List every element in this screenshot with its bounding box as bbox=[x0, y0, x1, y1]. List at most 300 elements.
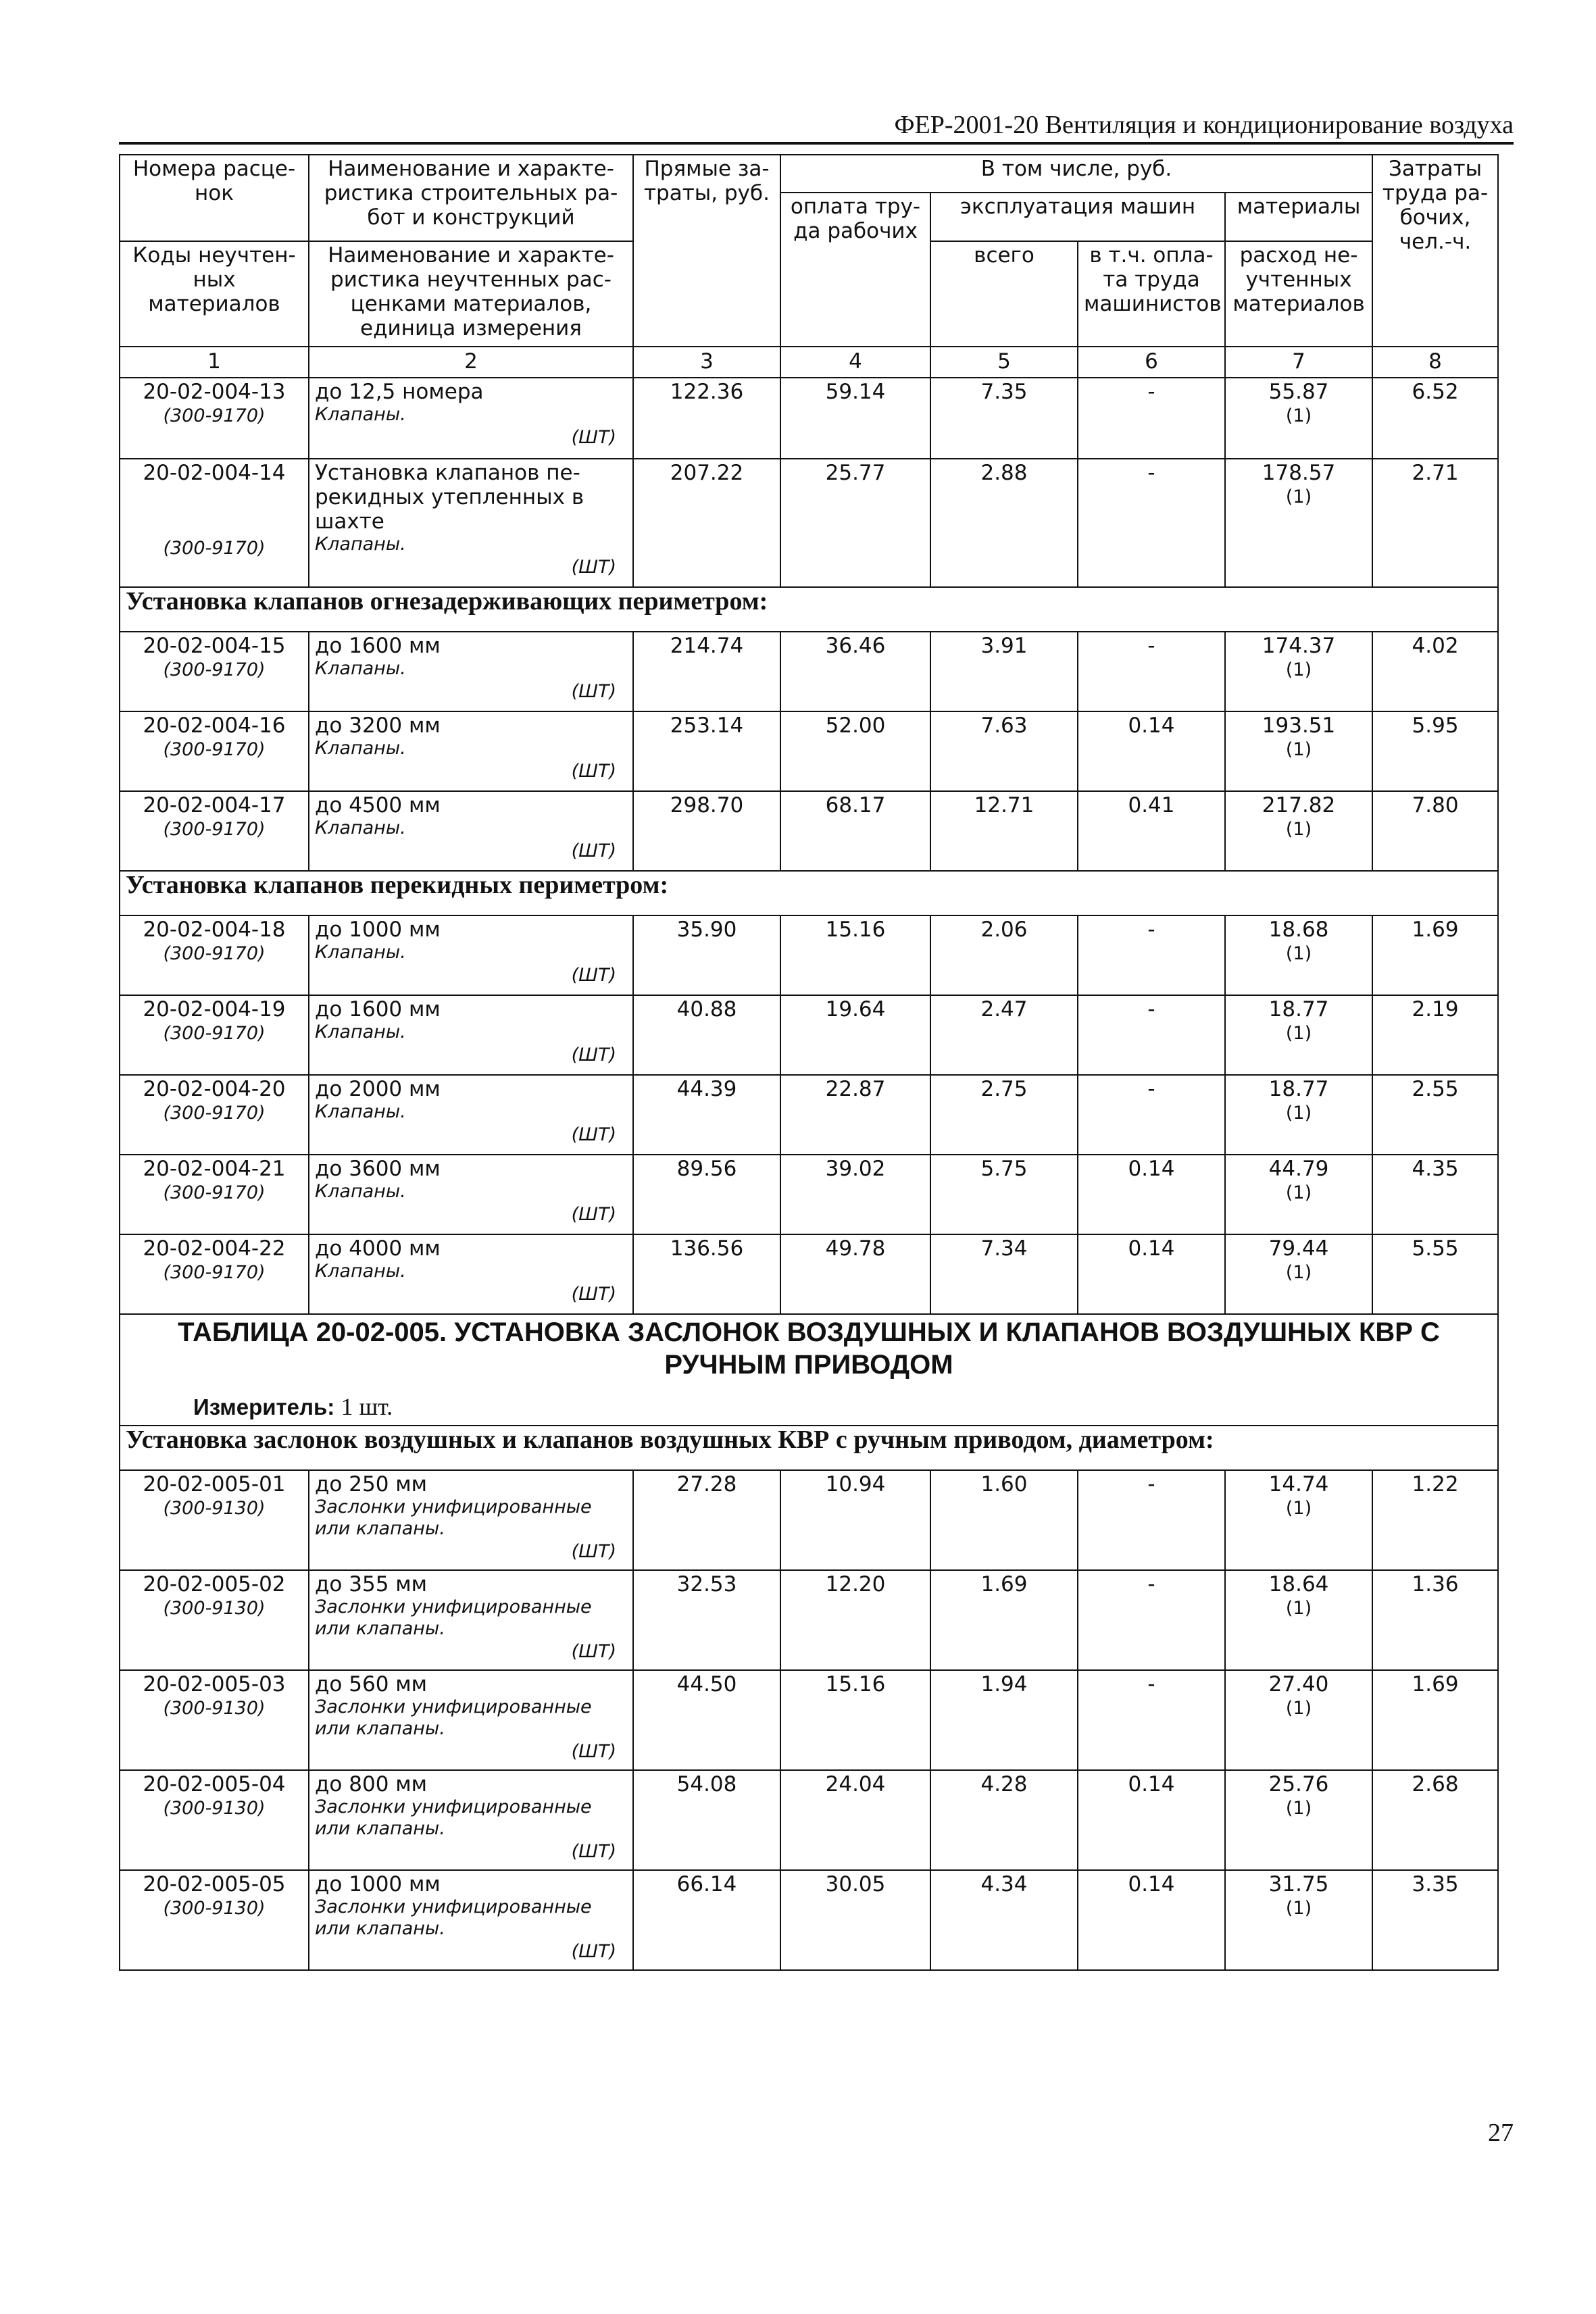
material-consumption: 55.87 bbox=[1268, 380, 1329, 404]
labor-pay-cell bbox=[780, 995, 930, 1075]
rate-code-cell bbox=[120, 1470, 309, 1570]
work-name: до 1600 мм bbox=[315, 997, 441, 1022]
machines-total-cell bbox=[930, 711, 1078, 791]
labor-hours-cell bbox=[1372, 1570, 1498, 1670]
machines-total: 7.34 bbox=[980, 1236, 1028, 1261]
material-code: (300-9130) bbox=[163, 1798, 266, 1819]
table-row bbox=[120, 378, 1498, 459]
machines-total-cell bbox=[930, 1470, 1078, 1570]
machinist-pay-cell bbox=[1078, 459, 1225, 587]
material-name: Клапаны. bbox=[315, 1022, 406, 1042]
material-ref: (1) bbox=[1285, 819, 1312, 840]
direct-cost-cell bbox=[633, 995, 780, 1075]
measure-line bbox=[126, 1390, 1492, 1424]
material-name: Заслонки унифицированные или клапаны. bbox=[315, 1896, 592, 1939]
col4-header: оплата тру-да рабочих bbox=[780, 193, 930, 347]
labor-pay-cell bbox=[780, 915, 930, 995]
rate-code-cell bbox=[120, 711, 309, 791]
work-name: до 2000 мм bbox=[315, 1077, 441, 1101]
rate-code-cell bbox=[120, 1155, 309, 1234]
measure-label: Измеритель: bbox=[193, 1394, 335, 1419]
direct-cost: 89.56 bbox=[676, 1157, 737, 1181]
machines-total-cell bbox=[930, 1234, 1078, 1314]
material-consumption-cell bbox=[1225, 1870, 1372, 1970]
labor-pay: 24.04 bbox=[825, 1772, 886, 1796]
direct-cost: 207.22 bbox=[670, 461, 744, 485]
work-name: до 800 мм bbox=[315, 1772, 428, 1796]
machinist-pay-cell bbox=[1078, 1670, 1225, 1770]
material-code: (300-9170) bbox=[163, 1182, 266, 1203]
work-name-cell bbox=[309, 1770, 633, 1870]
labor-pay: 52.00 bbox=[825, 713, 886, 738]
labor-hours: 5.95 bbox=[1412, 713, 1459, 738]
rate-code: 20-02-004-15 bbox=[143, 634, 286, 658]
machines-total-cell bbox=[930, 378, 1078, 459]
machinist-pay-cell bbox=[1078, 1075, 1225, 1155]
unit-label: (ШТ) bbox=[571, 965, 616, 986]
labor-pay: 22.87 bbox=[825, 1077, 886, 1101]
machines-total-cell bbox=[930, 1155, 1078, 1234]
work-name: до 4500 мм bbox=[315, 793, 441, 818]
col5-header: всего bbox=[930, 241, 1078, 347]
material-code: (300-9130) bbox=[163, 1498, 266, 1519]
column-number: 7 bbox=[1225, 347, 1372, 378]
material-consumption: 27.40 bbox=[1268, 1672, 1329, 1696]
unit-label: (ШТ) bbox=[571, 1641, 616, 1662]
table-row bbox=[120, 791, 1498, 871]
machinist-pay: - bbox=[1147, 634, 1155, 658]
material-name: Клапаны. bbox=[315, 818, 406, 838]
direct-cost: 298.70 bbox=[670, 793, 744, 818]
material-name: Клапаны. bbox=[315, 1101, 406, 1122]
machines-total: 4.28 bbox=[980, 1772, 1028, 1796]
machinist-pay-cell bbox=[1078, 632, 1225, 711]
rate-code-cell bbox=[120, 459, 309, 587]
direct-cost-cell bbox=[633, 632, 780, 711]
work-name-cell bbox=[309, 791, 633, 871]
work-name: до 3200 мм bbox=[315, 713, 441, 738]
material-ref: (1) bbox=[1285, 1262, 1312, 1283]
material-code: (300-9170) bbox=[163, 538, 266, 559]
machines-total: 12.71 bbox=[974, 793, 1034, 818]
header-rule bbox=[119, 142, 1514, 145]
material-ref: (1) bbox=[1285, 1598, 1312, 1619]
machines-header: эксплуатация машин bbox=[930, 193, 1225, 241]
work-name: до 355 мм bbox=[315, 1572, 428, 1596]
table-row bbox=[120, 1075, 1498, 1155]
work-name-cell bbox=[309, 632, 633, 711]
machinist-pay: 0.14 bbox=[1128, 713, 1175, 738]
material-consumption-cell bbox=[1225, 711, 1372, 791]
table-title-row bbox=[120, 1314, 1498, 1426]
material-code: (300-9170) bbox=[163, 1103, 266, 1124]
machines-total-cell bbox=[930, 791, 1078, 871]
rate-code: 20-02-005-02 bbox=[143, 1572, 286, 1596]
direct-cost: 44.39 bbox=[676, 1077, 737, 1101]
rate-code: 20-02-004-19 bbox=[143, 997, 286, 1022]
unit-label: (ШТ) bbox=[571, 761, 616, 782]
labor-pay-cell bbox=[780, 1670, 930, 1770]
labor-pay: 12.20 bbox=[825, 1572, 886, 1596]
material-name: Заслонки унифицированные или клапаны. bbox=[315, 1796, 592, 1839]
material-name: Заслонки унифицированные или клапаны. bbox=[315, 1596, 592, 1639]
machinist-pay: - bbox=[1147, 997, 1155, 1022]
labor-pay-cell bbox=[780, 632, 930, 711]
material-ref: (1) bbox=[1285, 659, 1312, 680]
machines-total: 7.63 bbox=[980, 713, 1028, 738]
machines-total: 2.75 bbox=[980, 1077, 1028, 1101]
rate-code-cell bbox=[120, 1670, 309, 1770]
labor-pay: 15.16 bbox=[825, 1672, 886, 1696]
direct-cost-cell bbox=[633, 1470, 780, 1570]
direct-cost-cell bbox=[633, 1234, 780, 1314]
material-code: (300-9170) bbox=[163, 943, 266, 964]
labor-pay-cell bbox=[780, 1870, 930, 1970]
material-ref: (1) bbox=[1285, 1023, 1312, 1044]
material-consumption: 193.51 bbox=[1262, 713, 1336, 738]
rate-code: 20-02-005-05 bbox=[143, 1872, 286, 1896]
direct-cost-cell bbox=[633, 1570, 780, 1670]
rate-code-cell bbox=[120, 1870, 309, 1970]
labor-pay-cell bbox=[780, 791, 930, 871]
labor-hours: 4.35 bbox=[1412, 1157, 1459, 1181]
machinist-pay-cell bbox=[1078, 915, 1225, 995]
labor-hours-cell bbox=[1372, 791, 1498, 871]
machinist-pay: - bbox=[1147, 1077, 1155, 1101]
labor-hours: 1.22 bbox=[1412, 1472, 1459, 1496]
material-code: (300-9170) bbox=[163, 1023, 266, 1044]
material-name: Заслонки унифицированные или клапаны. bbox=[315, 1696, 592, 1739]
unit-label: (ШТ) bbox=[571, 1941, 616, 1962]
machines-total: 3.91 bbox=[980, 634, 1028, 658]
rate-code: 20-02-004-13 bbox=[143, 380, 286, 404]
material-name: Заслонки унифицированные или клапаны. bbox=[315, 1496, 592, 1539]
measure-value: 1 шт. bbox=[341, 1393, 393, 1420]
labor-hours: 6.52 bbox=[1412, 380, 1459, 404]
column-number: 1 bbox=[120, 347, 309, 378]
table-row bbox=[120, 632, 1498, 711]
machinist-pay: - bbox=[1147, 461, 1155, 485]
labor-pay: 39.02 bbox=[825, 1157, 886, 1181]
unit-label: (ШТ) bbox=[571, 427, 616, 448]
direct-cost-cell bbox=[633, 1770, 780, 1870]
machinist-pay: - bbox=[1147, 1572, 1155, 1596]
labor-hours-cell bbox=[1372, 378, 1498, 459]
col8-header: Затраты труда ра-бочих, чел.-ч. bbox=[1372, 155, 1498, 347]
materials-header: материалы bbox=[1225, 193, 1372, 241]
column-number: 8 bbox=[1372, 347, 1498, 378]
machinist-pay-cell bbox=[1078, 378, 1225, 459]
work-name-cell bbox=[309, 1155, 633, 1234]
machinist-pay: - bbox=[1147, 917, 1155, 942]
material-name: Клапаны. bbox=[315, 534, 406, 555]
material-consumption: 18.68 bbox=[1268, 917, 1329, 942]
work-name-cell bbox=[309, 1075, 633, 1155]
direct-cost-cell bbox=[633, 915, 780, 995]
rate-code: 20-02-004-22 bbox=[143, 1236, 286, 1261]
unit-label: (ШТ) bbox=[571, 840, 616, 861]
rate-code-cell bbox=[120, 1770, 309, 1870]
machinist-pay-cell bbox=[1078, 1870, 1225, 1970]
included-header: В том числе, руб. bbox=[780, 155, 1372, 193]
labor-hours-cell bbox=[1372, 995, 1498, 1075]
labor-hours-cell bbox=[1372, 459, 1498, 587]
table-row bbox=[120, 1870, 1498, 1970]
labor-hours: 3.35 bbox=[1412, 1872, 1459, 1896]
machines-total: 2.47 bbox=[980, 997, 1028, 1022]
unit-label: (ШТ) bbox=[571, 1204, 616, 1225]
material-consumption: 79.44 bbox=[1268, 1236, 1329, 1261]
direct-cost: 44.50 bbox=[676, 1672, 737, 1696]
material-ref: (1) bbox=[1285, 943, 1312, 964]
labor-pay-cell bbox=[780, 1155, 930, 1234]
table-row bbox=[120, 711, 1498, 791]
labor-pay-cell bbox=[780, 459, 930, 587]
labor-pay-cell bbox=[780, 1770, 930, 1870]
material-code: (300-9170) bbox=[163, 405, 266, 426]
rate-code-cell bbox=[120, 995, 309, 1075]
table-row bbox=[120, 1470, 1498, 1570]
machinist-pay-cell bbox=[1078, 711, 1225, 791]
material-ref: (1) bbox=[1285, 1698, 1312, 1719]
work-name-cell bbox=[309, 1234, 633, 1314]
direct-cost-cell bbox=[633, 1155, 780, 1234]
work-name: до 12,5 номера bbox=[315, 380, 484, 404]
table-row bbox=[120, 995, 1498, 1075]
material-code: (300-9170) bbox=[163, 1262, 266, 1283]
rate-code: 20-02-005-01 bbox=[143, 1472, 286, 1496]
work-name-cell bbox=[309, 1570, 633, 1670]
machinist-pay-cell bbox=[1078, 1470, 1225, 1570]
rate-code-cell bbox=[120, 791, 309, 871]
machines-total: 1.69 bbox=[980, 1572, 1028, 1596]
material-code: (300-9170) bbox=[163, 819, 266, 840]
machinist-pay: 0.14 bbox=[1128, 1872, 1175, 1896]
direct-cost-cell bbox=[633, 711, 780, 791]
material-code: (300-9170) bbox=[163, 739, 266, 760]
unit-label: (ШТ) bbox=[571, 1045, 616, 1065]
table-row bbox=[120, 1155, 1498, 1234]
material-consumption-cell bbox=[1225, 378, 1372, 459]
table-title-cell bbox=[120, 1314, 1498, 1426]
work-name: до 4000 мм bbox=[315, 1236, 441, 1261]
table-row bbox=[120, 915, 1498, 995]
machines-total: 2.06 bbox=[980, 917, 1028, 942]
col7-header: расход не-учтенных материалов bbox=[1225, 241, 1372, 347]
labor-hours-cell bbox=[1372, 1870, 1498, 1970]
column-number: 5 bbox=[930, 347, 1078, 378]
material-name: Клапаны. bbox=[315, 942, 406, 963]
labor-hours-cell bbox=[1372, 1234, 1498, 1314]
work-name-cell bbox=[309, 459, 633, 587]
material-ref: (1) bbox=[1285, 739, 1312, 760]
labor-hours-cell bbox=[1372, 1670, 1498, 1770]
column-number: 4 bbox=[780, 347, 930, 378]
work-name-cell bbox=[309, 995, 633, 1075]
rate-code: 20-02-004-21 bbox=[143, 1157, 286, 1181]
machines-total: 2.88 bbox=[980, 461, 1028, 485]
material-consumption: 44.79 bbox=[1268, 1157, 1329, 1181]
labor-hours-cell bbox=[1372, 1470, 1498, 1570]
work-name-cell bbox=[309, 1670, 633, 1770]
rate-code: 20-02-004-18 bbox=[143, 917, 286, 942]
labor-pay: 10.94 bbox=[825, 1472, 886, 1496]
machines-total-cell bbox=[930, 915, 1078, 995]
rate-code-cell bbox=[120, 915, 309, 995]
labor-hours-cell bbox=[1372, 1770, 1498, 1870]
material-ref: (1) bbox=[1285, 486, 1312, 507]
col6-header: в т.ч. опла-та труда машинистов bbox=[1078, 241, 1225, 347]
rate-code: 20-02-005-04 bbox=[143, 1772, 286, 1796]
rate-code-cell bbox=[120, 1570, 309, 1670]
direct-cost: 35.90 bbox=[676, 917, 737, 942]
unit-label: (ШТ) bbox=[571, 1284, 616, 1305]
material-consumption-cell bbox=[1225, 915, 1372, 995]
material-consumption-cell bbox=[1225, 1234, 1372, 1314]
rate-code: 20-02-004-17 bbox=[143, 793, 286, 818]
material-consumption-cell bbox=[1225, 1470, 1372, 1570]
machines-total: 1.94 bbox=[980, 1672, 1028, 1696]
labor-hours-cell bbox=[1372, 1155, 1498, 1234]
table-row bbox=[120, 459, 1498, 587]
direct-cost: 122.36 bbox=[670, 380, 744, 404]
rate-code-cell bbox=[120, 1234, 309, 1314]
direct-cost: 27.28 bbox=[676, 1472, 737, 1496]
column-number: 3 bbox=[633, 347, 780, 378]
col1-top-header: Номера расце-нок bbox=[120, 155, 309, 241]
material-code: (300-9130) bbox=[163, 1898, 266, 1919]
material-code: (300-9170) bbox=[163, 659, 266, 680]
machines-total-cell bbox=[930, 459, 1078, 587]
col3-header: Прямые за-траты, руб. bbox=[633, 155, 780, 347]
labor-pay-cell bbox=[780, 1075, 930, 1155]
material-ref: (1) bbox=[1285, 1498, 1312, 1519]
rates-table bbox=[119, 154, 1499, 1971]
labor-pay: 15.16 bbox=[825, 917, 886, 942]
direct-cost: 214.74 bbox=[670, 634, 744, 658]
work-name: до 1000 мм bbox=[315, 1872, 441, 1896]
material-ref: (1) bbox=[1285, 1798, 1312, 1819]
col2-top-header: Наименование и характе-ристика строительных ра-бот и конструкций bbox=[309, 155, 633, 241]
labor-pay-cell bbox=[780, 1470, 930, 1570]
work-name-cell bbox=[309, 1470, 633, 1570]
direct-cost: 54.08 bbox=[676, 1772, 737, 1796]
labor-pay: 49.78 bbox=[825, 1236, 886, 1261]
material-consumption-cell bbox=[1225, 1570, 1372, 1670]
material-name: Клапаны. bbox=[315, 738, 406, 759]
material-consumption: 25.76 bbox=[1268, 1772, 1329, 1796]
group-heading-fire-dampers: Установка клапанов огнезадерживающих периметром: bbox=[120, 587, 1498, 632]
machines-total-cell bbox=[930, 1770, 1078, 1870]
machinist-pay-cell bbox=[1078, 1155, 1225, 1234]
labor-pay-cell bbox=[780, 378, 930, 459]
labor-pay-cell bbox=[780, 1570, 930, 1670]
column-number: 2 bbox=[309, 347, 633, 378]
work-name: до 250 мм bbox=[315, 1472, 428, 1496]
material-ref: (1) bbox=[1285, 1898, 1312, 1919]
material-consumption-cell bbox=[1225, 1670, 1372, 1770]
rate-code: 20-02-004-20 bbox=[143, 1077, 286, 1101]
material-consumption-cell bbox=[1225, 791, 1372, 871]
labor-hours-cell bbox=[1372, 1075, 1498, 1155]
labor-hours-cell bbox=[1372, 711, 1498, 791]
material-consumption: 31.75 bbox=[1268, 1872, 1329, 1896]
machines-total: 4.34 bbox=[980, 1872, 1028, 1896]
labor-hours: 4.02 bbox=[1412, 634, 1459, 658]
machines-total-cell bbox=[930, 1075, 1078, 1155]
machines-total-cell bbox=[930, 632, 1078, 711]
machinist-pay-cell bbox=[1078, 1234, 1225, 1314]
material-consumption: 14.74 bbox=[1268, 1472, 1329, 1496]
group-heading-row bbox=[120, 871, 1498, 915]
labor-pay-cell bbox=[780, 711, 930, 791]
labor-hours-cell bbox=[1372, 632, 1498, 711]
machines-total-cell bbox=[930, 995, 1078, 1075]
material-ref: (1) bbox=[1285, 1103, 1312, 1124]
rate-code-cell bbox=[120, 1075, 309, 1155]
unit-label: (ШТ) bbox=[571, 1124, 616, 1145]
machines-total-cell bbox=[930, 1570, 1078, 1670]
direct-cost-cell bbox=[633, 459, 780, 587]
labor-hours-cell bbox=[1372, 915, 1498, 995]
rate-code-cell bbox=[120, 632, 309, 711]
material-consumption-cell bbox=[1225, 632, 1372, 711]
work-name: до 3600 мм bbox=[315, 1157, 441, 1181]
machinist-pay: - bbox=[1147, 1472, 1155, 1496]
labor-pay: 59.14 bbox=[825, 380, 886, 404]
direct-cost: 136.56 bbox=[670, 1236, 744, 1261]
rate-code-cell bbox=[120, 378, 309, 459]
labor-hours: 2.19 bbox=[1412, 997, 1459, 1022]
machinist-pay-cell bbox=[1078, 1770, 1225, 1870]
unit-label: (ШТ) bbox=[571, 557, 616, 578]
rate-code: 20-02-004-14 bbox=[143, 461, 286, 485]
labor-pay: 68.17 bbox=[825, 793, 886, 818]
material-consumption-cell bbox=[1225, 1770, 1372, 1870]
direct-cost: 40.88 bbox=[676, 997, 737, 1022]
col2-bottom-header: Наименование и характе-ристика неучтенных рас-ценками материалов, единица измерения bbox=[309, 241, 633, 347]
direct-cost-cell bbox=[633, 1870, 780, 1970]
direct-cost-cell bbox=[633, 378, 780, 459]
machinist-pay: 0.41 bbox=[1128, 793, 1175, 818]
labor-hours: 2.71 bbox=[1412, 461, 1459, 485]
direct-cost-cell bbox=[633, 791, 780, 871]
material-consumption: 178.57 bbox=[1262, 461, 1336, 485]
material-name: Клапаны. bbox=[315, 1181, 406, 1202]
material-consumption: 18.77 bbox=[1268, 1077, 1329, 1101]
material-ref: (1) bbox=[1285, 405, 1312, 426]
material-consumption-cell bbox=[1225, 459, 1372, 587]
direct-cost: 32.53 bbox=[676, 1572, 737, 1596]
material-consumption: 18.64 bbox=[1268, 1572, 1329, 1596]
material-consumption-cell bbox=[1225, 1075, 1372, 1155]
machines-total: 5.75 bbox=[980, 1157, 1028, 1181]
machinist-pay: - bbox=[1147, 1672, 1155, 1696]
material-consumption-cell bbox=[1225, 1155, 1372, 1234]
work-name: до 1000 мм bbox=[315, 917, 441, 942]
unit-label: (ШТ) bbox=[571, 1741, 616, 1762]
rate-code: 20-02-004-16 bbox=[143, 713, 286, 738]
page-header-title: ФЕР-2001-20 Вентиляция и кондиционирование воздуха bbox=[894, 111, 1514, 139]
labor-pay-cell bbox=[780, 1234, 930, 1314]
work-name: до 1600 мм bbox=[315, 634, 441, 658]
material-ref: (1) bbox=[1285, 1182, 1312, 1203]
col1-bottom-header: Коды неучтен-ных материалов bbox=[120, 241, 309, 347]
group-heading-row bbox=[120, 1426, 1498, 1470]
labor-hours: 7.80 bbox=[1412, 793, 1459, 818]
labor-pay: 25.77 bbox=[825, 461, 886, 485]
material-consumption: 18.77 bbox=[1268, 997, 1329, 1022]
